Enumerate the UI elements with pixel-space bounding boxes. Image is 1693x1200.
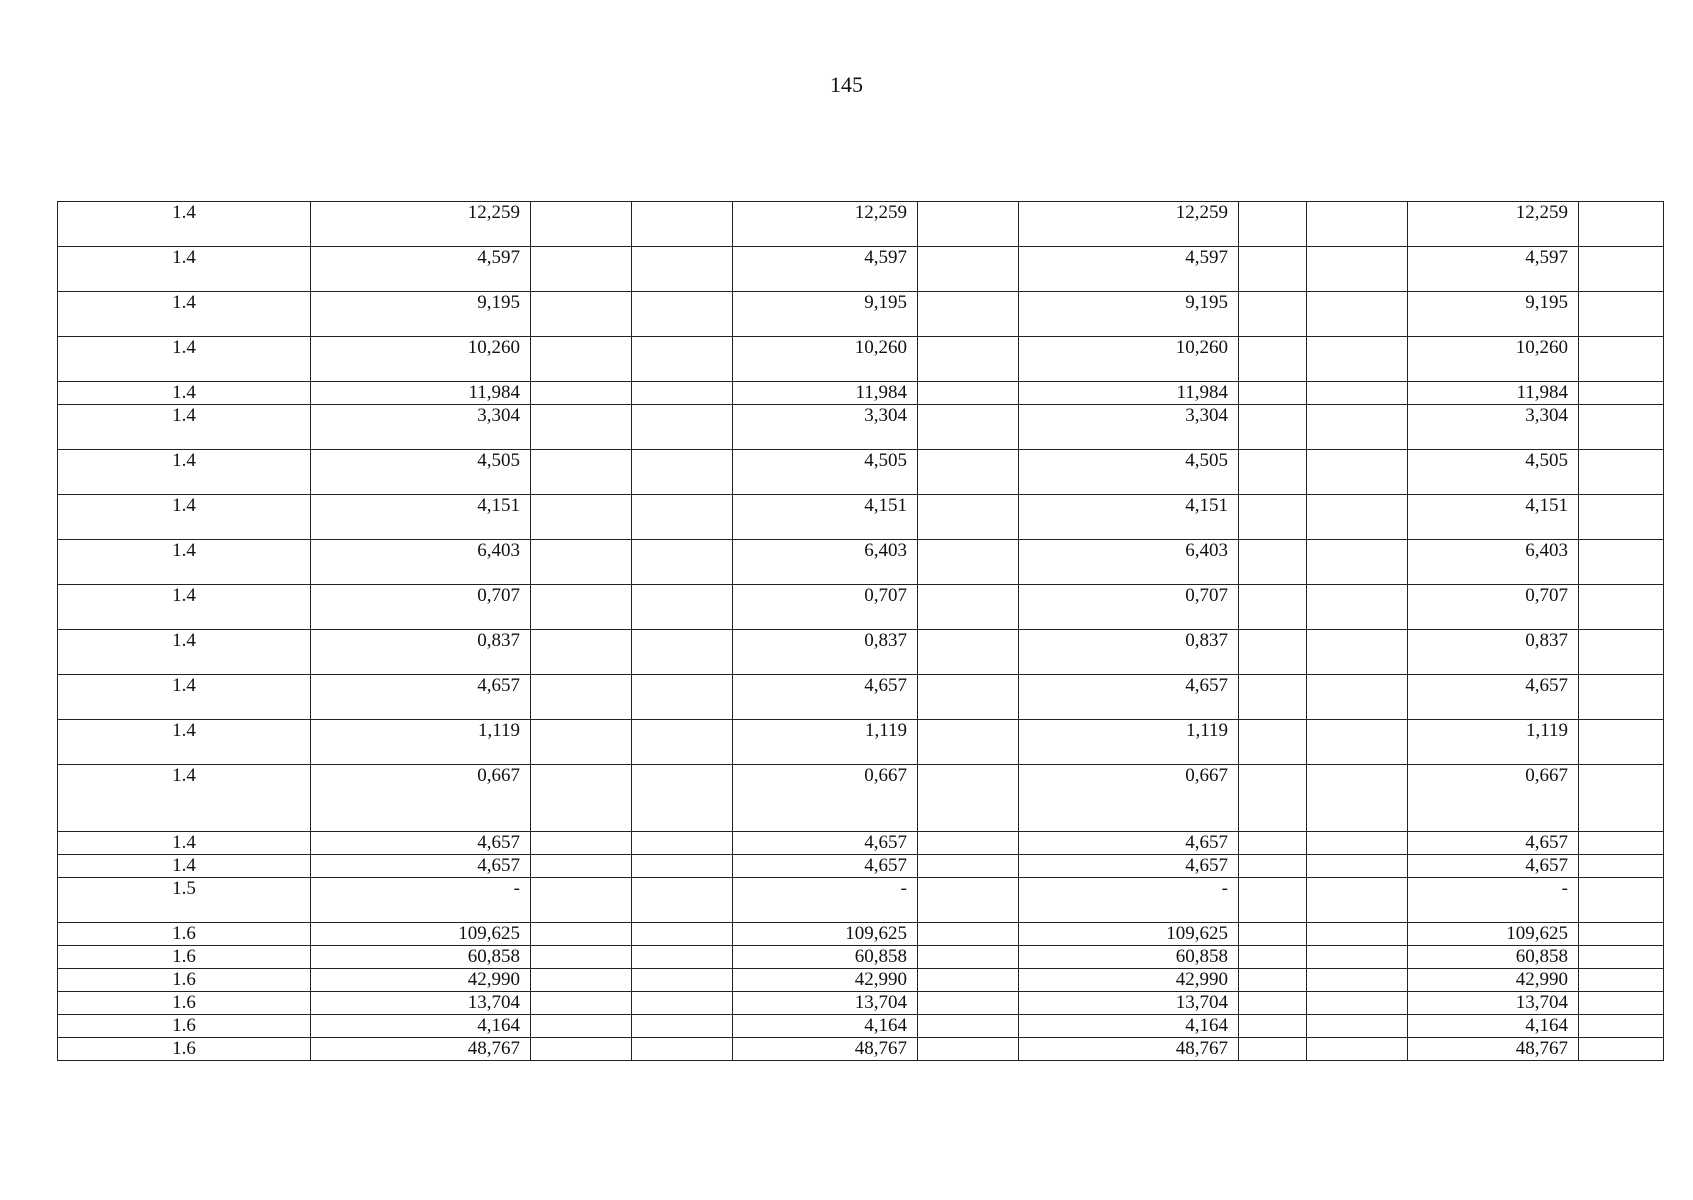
row-code-cell: 1.4 (58, 247, 311, 292)
empty-cell (918, 337, 1019, 382)
table-row (58, 247, 1664, 292)
empty-cell (531, 720, 632, 765)
empty-cell (1307, 337, 1408, 382)
row-code-cell: 1.4 (58, 540, 311, 585)
table-row (58, 1015, 1664, 1038)
row-code-cell: 1.4 (58, 450, 311, 495)
row-code-cell: 1.6 (58, 992, 311, 1015)
row-value-cell-2: 4,597 (733, 247, 918, 292)
row-value-cell-3: 4,164 (1019, 1015, 1239, 1038)
row-code-cell: 1.6 (58, 1038, 311, 1061)
empty-cell (1239, 923, 1307, 946)
row-value-cell-1: 42,990 (311, 969, 531, 992)
empty-cell (1307, 675, 1408, 720)
empty-cell (1239, 337, 1307, 382)
row-value-cell-1: 9,195 (311, 292, 531, 337)
table-row (58, 337, 1664, 382)
row-value-cell-4: 48,767 (1408, 1038, 1579, 1061)
empty-cell (632, 1015, 733, 1038)
row-value-cell-1: 4,657 (311, 855, 531, 878)
empty-cell (1579, 765, 1664, 832)
empty-cell (1307, 855, 1408, 878)
empty-cell (632, 946, 733, 969)
row-value-cell-1: 4,657 (311, 675, 531, 720)
empty-cell (632, 337, 733, 382)
row-code-cell: 1.4 (58, 585, 311, 630)
table-row (58, 1038, 1664, 1061)
row-value-cell-2: 109,625 (733, 923, 918, 946)
row-value-cell-2: - (733, 878, 918, 923)
row-value-cell-2: 0,707 (733, 585, 918, 630)
empty-cell (531, 832, 632, 855)
empty-cell (1239, 992, 1307, 1015)
empty-cell (1579, 337, 1664, 382)
table-row (58, 992, 1664, 1015)
row-value-cell-1: 6,403 (311, 540, 531, 585)
empty-cell (632, 1038, 733, 1061)
empty-cell (1307, 969, 1408, 992)
empty-cell (1307, 292, 1408, 337)
table-row (58, 405, 1664, 450)
row-value-cell-4: 1,119 (1408, 720, 1579, 765)
empty-cell (1307, 992, 1408, 1015)
row-code-cell: 1.4 (58, 832, 311, 855)
row-value-cell-2: 48,767 (733, 1038, 918, 1061)
row-value-cell-1: 0,667 (311, 765, 531, 832)
row-value-cell-3: 0,707 (1019, 585, 1239, 630)
empty-cell (1307, 923, 1408, 946)
empty-cell (1579, 923, 1664, 946)
row-code-cell: 1.4 (58, 382, 311, 405)
row-code-cell: 1.5 (58, 878, 311, 923)
empty-cell (632, 585, 733, 630)
row-value-cell-1: - (311, 878, 531, 923)
empty-cell (632, 923, 733, 946)
empty-cell (632, 202, 733, 247)
empty-cell (1307, 630, 1408, 675)
empty-cell (1307, 450, 1408, 495)
empty-cell (1579, 450, 1664, 495)
empty-cell (1239, 675, 1307, 720)
empty-cell (531, 292, 632, 337)
row-code-cell: 1.4 (58, 855, 311, 878)
empty-cell (1579, 992, 1664, 1015)
row-value-cell-4: 6,403 (1408, 540, 1579, 585)
row-value-cell-2: 4,164 (733, 1015, 918, 1038)
empty-cell (531, 382, 632, 405)
row-value-cell-4: 0,667 (1408, 765, 1579, 832)
row-value-cell-3: 109,625 (1019, 923, 1239, 946)
empty-cell (918, 969, 1019, 992)
row-value-cell-4: 4,597 (1408, 247, 1579, 292)
row-code-cell: 1.6 (58, 1015, 311, 1038)
row-value-cell-1: 0,837 (311, 630, 531, 675)
empty-cell (918, 855, 1019, 878)
empty-cell (918, 946, 1019, 969)
row-value-cell-2: 0,837 (733, 630, 918, 675)
row-value-cell-2: 6,403 (733, 540, 918, 585)
empty-cell (918, 1038, 1019, 1061)
row-value-cell-2: 4,151 (733, 495, 918, 540)
row-value-cell-1: 11,984 (311, 382, 531, 405)
row-value-cell-2: 4,657 (733, 832, 918, 855)
row-value-cell-4: 42,990 (1408, 969, 1579, 992)
empty-cell (1239, 292, 1307, 337)
row-value-cell-4: 4,657 (1408, 855, 1579, 878)
empty-cell (1579, 855, 1664, 878)
empty-cell (531, 1038, 632, 1061)
row-value-cell-1: 4,151 (311, 495, 531, 540)
table-row (58, 832, 1664, 855)
row-value-cell-1: 3,304 (311, 405, 531, 450)
empty-cell (531, 630, 632, 675)
table-row (58, 450, 1664, 495)
empty-cell (1307, 765, 1408, 832)
empty-cell (1239, 1038, 1307, 1061)
empty-cell (1579, 1015, 1664, 1038)
empty-cell (1239, 495, 1307, 540)
empty-cell (1239, 450, 1307, 495)
empty-cell (632, 495, 733, 540)
empty-cell (1239, 832, 1307, 855)
table-row (58, 946, 1664, 969)
table-row (58, 720, 1664, 765)
row-value-cell-4: 4,151 (1408, 495, 1579, 540)
row-value-cell-1: 48,767 (311, 1038, 531, 1061)
row-value-cell-3: 4,597 (1019, 247, 1239, 292)
empty-cell (1239, 630, 1307, 675)
empty-cell (1239, 382, 1307, 405)
row-value-cell-3: 48,767 (1019, 1038, 1239, 1061)
empty-cell (632, 292, 733, 337)
table-row (58, 202, 1664, 247)
empty-cell (1307, 1015, 1408, 1038)
row-value-cell-3: 4,505 (1019, 450, 1239, 495)
empty-cell (918, 765, 1019, 832)
row-value-cell-4: 60,858 (1408, 946, 1579, 969)
row-value-cell-1: 60,858 (311, 946, 531, 969)
empty-cell (531, 540, 632, 585)
row-value-cell-4: 4,164 (1408, 1015, 1579, 1038)
table-row (58, 969, 1664, 992)
row-value-cell-1: 4,164 (311, 1015, 531, 1038)
empty-cell (1239, 855, 1307, 878)
empty-cell (531, 675, 632, 720)
empty-cell (1307, 382, 1408, 405)
row-value-cell-2: 12,259 (733, 202, 918, 247)
empty-cell (1239, 202, 1307, 247)
empty-cell (531, 765, 632, 832)
empty-cell (1307, 495, 1408, 540)
empty-cell (1239, 969, 1307, 992)
row-value-cell-3: 4,657 (1019, 832, 1239, 855)
empty-cell (918, 630, 1019, 675)
empty-cell (1239, 247, 1307, 292)
row-value-cell-4: 0,707 (1408, 585, 1579, 630)
empty-cell (918, 247, 1019, 292)
table-row (58, 540, 1664, 585)
empty-cell (531, 450, 632, 495)
row-value-cell-3: 9,195 (1019, 292, 1239, 337)
empty-cell (1239, 540, 1307, 585)
row-value-cell-3: 4,657 (1019, 855, 1239, 878)
row-value-cell-4: 109,625 (1408, 923, 1579, 946)
empty-cell (632, 630, 733, 675)
row-code-cell: 1.4 (58, 765, 311, 832)
empty-cell (531, 495, 632, 540)
empty-cell (1579, 540, 1664, 585)
empty-cell (918, 585, 1019, 630)
row-code-cell: 1.4 (58, 202, 311, 247)
empty-cell (531, 878, 632, 923)
row-value-cell-3: 60,858 (1019, 946, 1239, 969)
empty-cell (1307, 247, 1408, 292)
row-value-cell-3: 6,403 (1019, 540, 1239, 585)
table-row (58, 923, 1664, 946)
row-value-cell-1: 10,260 (311, 337, 531, 382)
empty-cell (1307, 585, 1408, 630)
empty-cell (531, 1015, 632, 1038)
row-value-cell-4: 11,984 (1408, 382, 1579, 405)
row-code-cell: 1.6 (58, 923, 311, 946)
empty-cell (1307, 540, 1408, 585)
row-value-cell-4: 13,704 (1408, 992, 1579, 1015)
row-code-cell: 1.4 (58, 405, 311, 450)
empty-cell (531, 202, 632, 247)
row-value-cell-2: 3,304 (733, 405, 918, 450)
empty-cell (1239, 720, 1307, 765)
table-row (58, 630, 1664, 675)
row-value-cell-3: 11,984 (1019, 382, 1239, 405)
table-row (58, 495, 1664, 540)
empty-cell (918, 832, 1019, 855)
row-code-cell: 1.4 (58, 675, 311, 720)
empty-cell (1239, 585, 1307, 630)
table-row (58, 292, 1664, 337)
empty-cell (1307, 405, 1408, 450)
row-value-cell-2: 13,704 (733, 992, 918, 1015)
table-body (58, 202, 1664, 1061)
row-value-cell-2: 4,657 (733, 855, 918, 878)
row-value-cell-4: - (1408, 878, 1579, 923)
empty-cell (1239, 1015, 1307, 1038)
row-value-cell-2: 4,657 (733, 675, 918, 720)
empty-cell (531, 337, 632, 382)
empty-cell (632, 969, 733, 992)
empty-cell (632, 247, 733, 292)
row-value-cell-2: 10,260 (733, 337, 918, 382)
row-code-cell: 1.6 (58, 946, 311, 969)
empty-cell (918, 292, 1019, 337)
row-value-cell-1: 4,657 (311, 832, 531, 855)
table-row (58, 382, 1664, 405)
empty-cell (1307, 832, 1408, 855)
empty-cell (531, 855, 632, 878)
empty-cell (918, 382, 1019, 405)
row-value-cell-4: 4,657 (1408, 675, 1579, 720)
empty-cell (1307, 946, 1408, 969)
empty-cell (1579, 292, 1664, 337)
empty-cell (1239, 765, 1307, 832)
row-value-cell-2: 0,667 (733, 765, 918, 832)
row-value-cell-2: 9,195 (733, 292, 918, 337)
empty-cell (1579, 878, 1664, 923)
empty-cell (918, 495, 1019, 540)
empty-cell (531, 946, 632, 969)
row-value-cell-3: 4,657 (1019, 675, 1239, 720)
empty-cell (531, 585, 632, 630)
empty-cell (1239, 878, 1307, 923)
table-row (58, 765, 1664, 832)
empty-cell (918, 540, 1019, 585)
table-row (58, 585, 1664, 630)
row-code-cell: 1.6 (58, 969, 311, 992)
empty-cell (632, 405, 733, 450)
empty-cell (1239, 405, 1307, 450)
row-value-cell-1: 13,704 (311, 992, 531, 1015)
row-value-cell-2: 4,505 (733, 450, 918, 495)
empty-cell (632, 450, 733, 495)
row-value-cell-2: 42,990 (733, 969, 918, 992)
empty-cell (1579, 585, 1664, 630)
empty-cell (1579, 720, 1664, 765)
row-value-cell-3: - (1019, 878, 1239, 923)
empty-cell (1579, 969, 1664, 992)
empty-cell (1579, 630, 1664, 675)
page-number: 145 (830, 72, 863, 97)
empty-cell (531, 969, 632, 992)
row-value-cell-4: 9,195 (1408, 292, 1579, 337)
empty-cell (531, 992, 632, 1015)
row-value-cell-3: 13,704 (1019, 992, 1239, 1015)
empty-cell (918, 878, 1019, 923)
row-value-cell-3: 1,119 (1019, 720, 1239, 765)
row-code-cell: 1.4 (58, 337, 311, 382)
row-value-cell-2: 11,984 (733, 382, 918, 405)
row-value-cell-1: 4,597 (311, 247, 531, 292)
empty-cell (632, 382, 733, 405)
empty-cell (1579, 405, 1664, 450)
empty-cell (632, 992, 733, 1015)
empty-cell (1307, 202, 1408, 247)
empty-cell (918, 202, 1019, 247)
row-value-cell-3: 10,260 (1019, 337, 1239, 382)
row-value-cell-4: 12,259 (1408, 202, 1579, 247)
row-value-cell-3: 0,667 (1019, 765, 1239, 832)
empty-cell (1579, 247, 1664, 292)
row-value-cell-3: 12,259 (1019, 202, 1239, 247)
row-value-cell-3: 42,990 (1019, 969, 1239, 992)
empty-cell (1307, 1038, 1408, 1061)
table-row (58, 878, 1664, 923)
row-value-cell-4: 0,837 (1408, 630, 1579, 675)
row-value-cell-1: 109,625 (311, 923, 531, 946)
empty-cell (918, 1015, 1019, 1038)
empty-cell (918, 405, 1019, 450)
empty-cell (918, 720, 1019, 765)
row-value-cell-3: 4,151 (1019, 495, 1239, 540)
empty-cell (918, 675, 1019, 720)
empty-cell (1579, 832, 1664, 855)
row-value-cell-4: 4,657 (1408, 832, 1579, 855)
row-code-cell: 1.4 (58, 630, 311, 675)
row-value-cell-4: 3,304 (1408, 405, 1579, 450)
empty-cell (632, 855, 733, 878)
empty-cell (632, 832, 733, 855)
empty-cell (531, 405, 632, 450)
empty-cell (1579, 1038, 1664, 1061)
row-value-cell-2: 1,119 (733, 720, 918, 765)
empty-cell (1579, 202, 1664, 247)
empty-cell (632, 540, 733, 585)
empty-cell (531, 923, 632, 946)
table-row (58, 675, 1664, 720)
empty-cell (918, 450, 1019, 495)
row-code-cell: 1.4 (58, 720, 311, 765)
empty-cell (1307, 720, 1408, 765)
row-value-cell-1: 4,505 (311, 450, 531, 495)
row-value-cell-4: 4,505 (1408, 450, 1579, 495)
data-table (57, 201, 1664, 1061)
empty-cell (632, 720, 733, 765)
row-value-cell-2: 60,858 (733, 946, 918, 969)
row-value-cell-4: 10,260 (1408, 337, 1579, 382)
empty-cell (1307, 878, 1408, 923)
row-code-cell: 1.4 (58, 495, 311, 540)
empty-cell (1579, 382, 1664, 405)
row-value-cell-3: 0,837 (1019, 630, 1239, 675)
table-row (58, 855, 1664, 878)
row-value-cell-1: 1,119 (311, 720, 531, 765)
empty-cell (632, 878, 733, 923)
empty-cell (632, 765, 733, 832)
empty-cell (632, 675, 733, 720)
empty-cell (531, 247, 632, 292)
empty-cell (918, 923, 1019, 946)
empty-cell (1239, 946, 1307, 969)
row-code-cell: 1.4 (58, 292, 311, 337)
empty-cell (1579, 675, 1664, 720)
row-value-cell-1: 12,259 (311, 202, 531, 247)
empty-cell (1579, 495, 1664, 540)
row-value-cell-3: 3,304 (1019, 405, 1239, 450)
empty-cell (918, 992, 1019, 1015)
empty-cell (1579, 946, 1664, 969)
row-value-cell-1: 0,707 (311, 585, 531, 630)
